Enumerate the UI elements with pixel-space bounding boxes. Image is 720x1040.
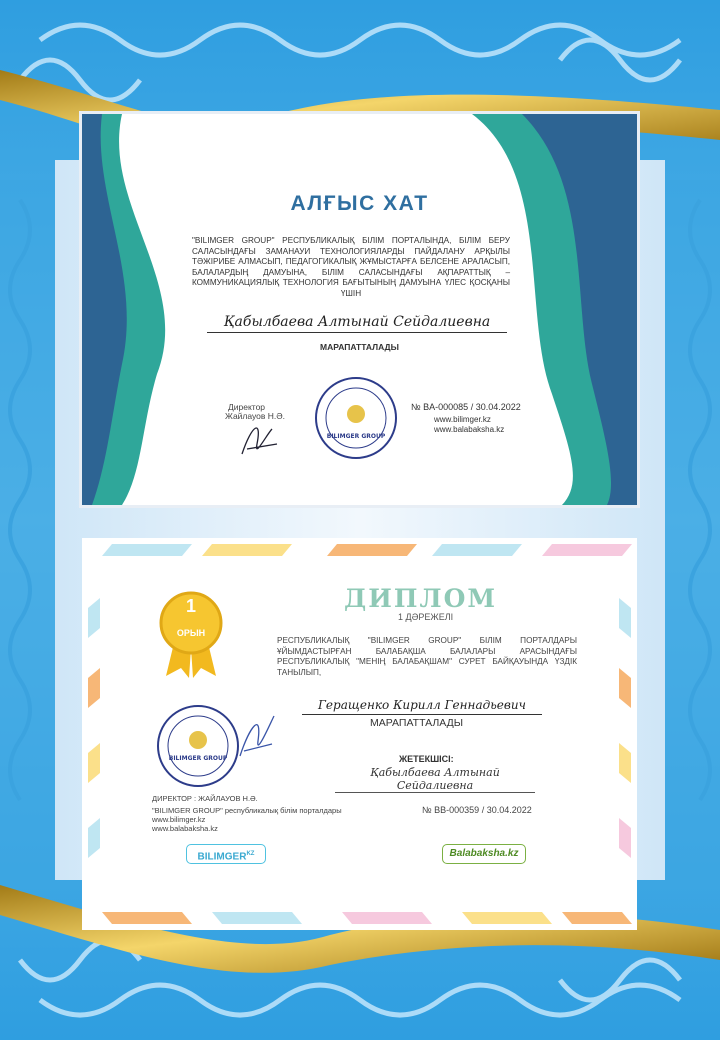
certificate2-leader-name: Қабылбаева Алтынай Сейдалиевна	[335, 766, 535, 793]
stamp-seal	[156, 704, 240, 788]
certificate2-body: РЕСПУБЛИКАЛЫҚ "BILIMGER GROUP" БІЛІМ ПОРТАЛДАРЫ ҰЙЫМДАСТЫРҒАН БАЛАБАҚША БАЛАЛАРЫ АРАСЫНДАҒЫ РЕСПУБЛИКАЛЫҚ "МЕНІҢ БАЛАБАҚШАМ" СУРЕТ БАЙҚАУЫНДА ҮЗДІК ТАНЫЛЫП,	[277, 636, 577, 677]
certificate2-portal-info	[152, 806, 342, 833]
balabaksha-logo: Balabaksha.kz	[442, 844, 526, 864]
certificate1-number: № BA-000085 / 30.04.2022	[411, 402, 521, 412]
badge-label: ОРЫН	[176, 628, 206, 638]
bilimger-logo-sup: KZ	[246, 851, 255, 857]
svg-text:BILIMGER GROUP: BILIMGER GROUP	[168, 755, 228, 762]
certificate1-awarded: МАРАПАТТАЛАДЫ	[320, 342, 399, 352]
certificate2-title: ДИПЛОМ	[344, 584, 498, 613]
certificate1-websites	[434, 415, 504, 435]
certificate1-director-label: Директор	[228, 402, 266, 412]
certificate2-director: ДИРЕКТОР : ЖАЙЛАУОВ Н.Ә.	[152, 794, 258, 803]
certificate2-awarded: МАРАПАТТАЛАДЫ	[370, 717, 464, 729]
website-bilimger[interactable]: www.bilimger.kz	[434, 415, 491, 424]
certificate1-director-name: Жайлауов Н.Ә.	[225, 411, 286, 421]
certificate2-leader-label: ЖЕТЕКШІСІ:	[399, 754, 454, 764]
certificate1-recipient: Қабылбаева Алтынай Сейдалиевна	[207, 314, 507, 333]
portal-name: "BILIMGER GROUP" республикалық білім порталдары	[152, 806, 342, 815]
website-balabaksha[interactable]: www.balabaksha.kz	[152, 824, 218, 833]
badge-number: 1	[185, 596, 196, 616]
website-bilimger[interactable]: www.bilimger.kz	[152, 815, 206, 824]
bilimger-logo-text: BILIMGER	[197, 851, 247, 863]
certificate-diploma	[82, 538, 637, 930]
director-signature	[232, 414, 282, 464]
bilimger-logo	[186, 844, 266, 864]
certificate-thanks-letter	[82, 114, 637, 505]
certificate2-number: № BB-000359 / 30.04.2022	[422, 805, 532, 815]
stamp-seal	[314, 376, 398, 460]
certificate2-recipient: Геращенко Кирилл Геннадьевич	[302, 698, 542, 715]
certificate2-degree: 1 ДӘРЕЖЕЛІ	[398, 612, 454, 622]
certificate1-title: АЛҒЫС ХАТ	[290, 192, 429, 215]
director-signature	[232, 706, 278, 766]
website-balabaksha[interactable]: www.balabaksha.kz	[434, 425, 505, 434]
certificate1-body: "BILIMGER GROUP" РЕСПУБЛИКАЛЫҚ БІЛІМ ПОРТАЛЫНДА, БІЛІМ БЕРУ САЛАСЫНДАҒЫ ЗАМАНАУИ ТЕХНОЛОГИЯЛАРДЫ ПАЙДАЛАНУ АРҚЫЛЫ ТӘЖІРИБЕ АЛМАСЫП, ПЕДАГОГИКАЛЫҚ ЖҰМЫСТАРҒА БЕЛСЕНЕ АРАЛАСЫП, БАЛАЛАРДЫҢ ДАМУЫНА, БІЛІМ САЛАСЫНДАҒЫ АҚПАРАТТЫҚ – КОММУНИКАЦИЯЛЫҚ ТЕХНОЛОГИЯ БАҒЫТЫНЫҢ ДАМУЫНА ҮЛЕС ҚОСҚАНЫ ҮШІН	[192, 236, 510, 298]
svg-text:BILIMGER GROUP: BILIMGER GROUP	[326, 433, 386, 440]
